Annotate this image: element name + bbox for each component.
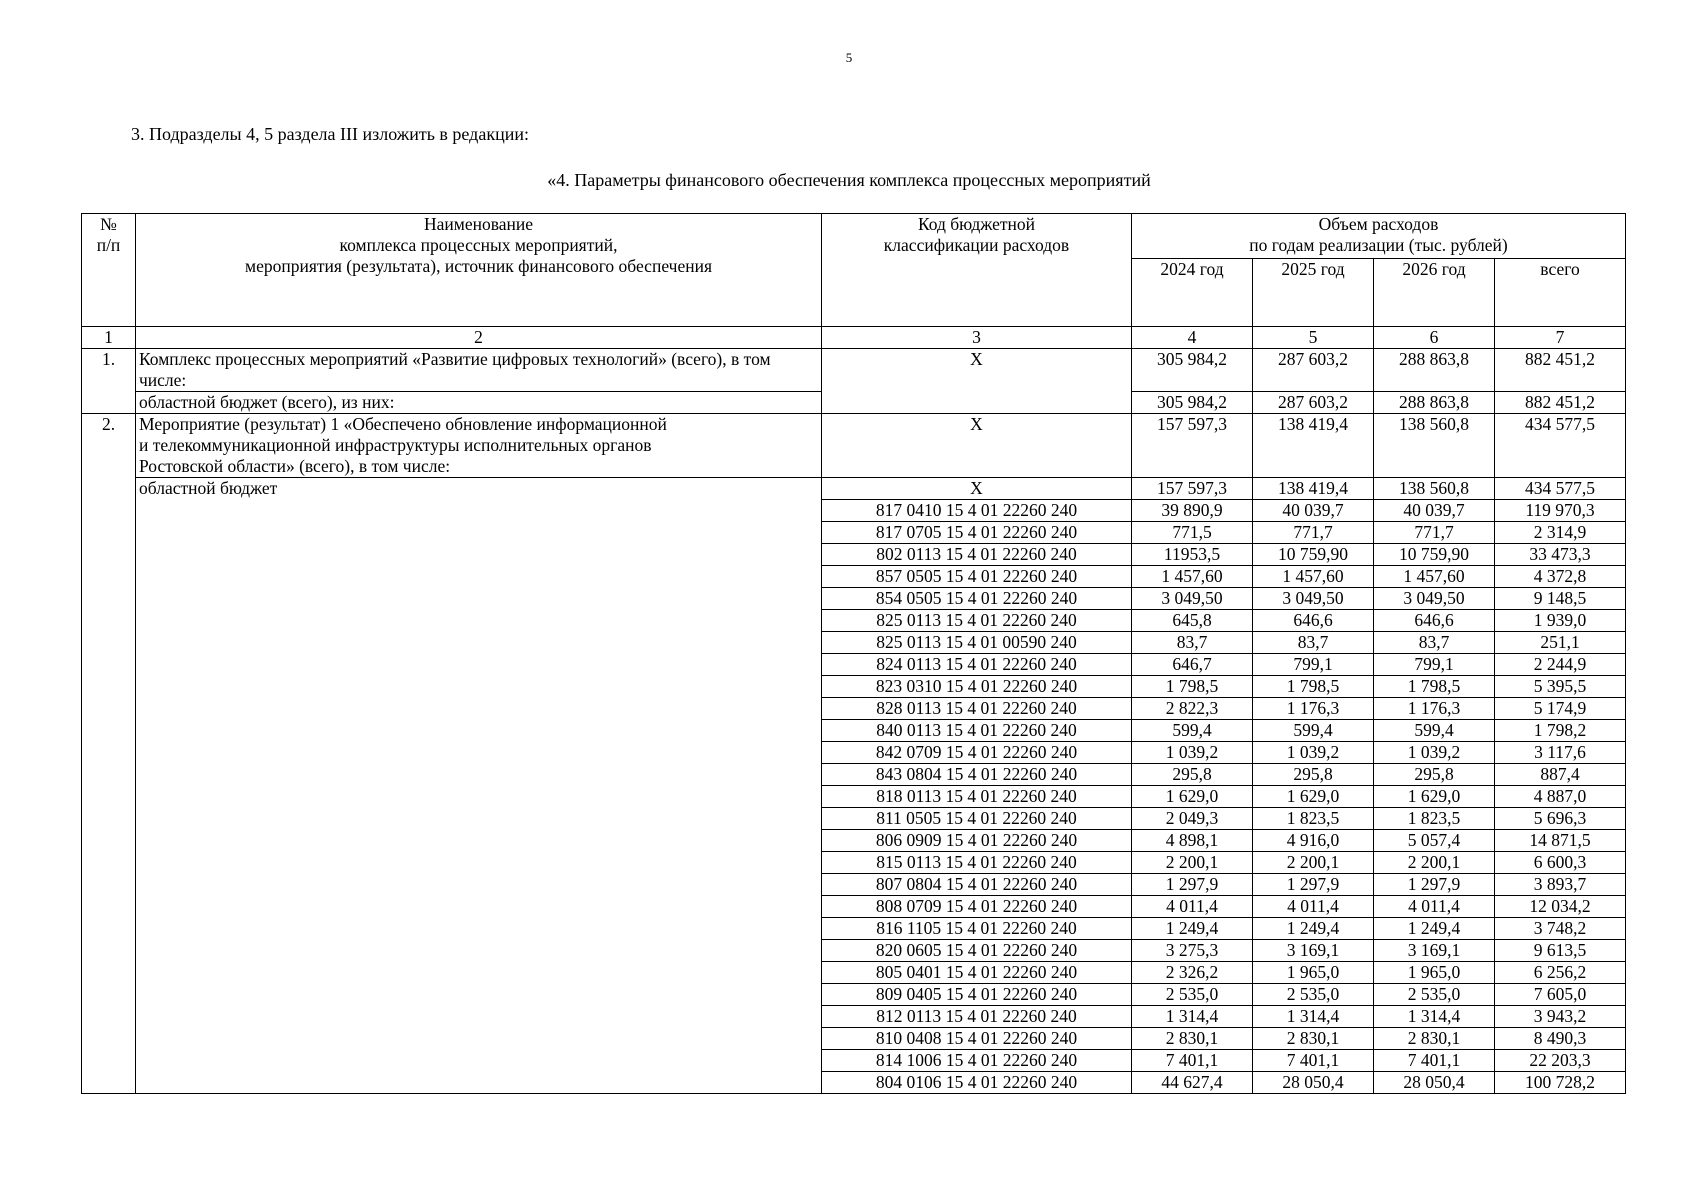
header-name: Наименование комплекса процессных мероприятий, мероприятия (результата), источник финансового обеспечения: [136, 214, 822, 327]
amount-total: 5 696,3: [1495, 808, 1626, 830]
amount-2026: 7 401,1: [1374, 1050, 1495, 1072]
measure-budget-2025: 138 419,4: [1253, 478, 1374, 500]
amount-2026: 2 200,1: [1374, 852, 1495, 874]
column-number: 1: [82, 327, 136, 349]
amount-total: 22 203,3: [1495, 1050, 1626, 1072]
amount-2025: 799,1: [1253, 654, 1374, 676]
amount-total: 9 613,5: [1495, 940, 1626, 962]
amount-2024: 2 326,2: [1132, 962, 1253, 984]
amount-2024: 83,7: [1132, 632, 1253, 654]
complex-budget-total: 882 451,2: [1495, 392, 1626, 414]
amount-2026: 1 965,0: [1374, 962, 1495, 984]
complex-2026: 288 863,8: [1374, 349, 1495, 392]
budget-code: 816 1105 15 4 01 22260 240: [822, 918, 1132, 940]
amount-2026: 3 049,50: [1374, 588, 1495, 610]
measure-code: Х: [822, 414, 1132, 478]
budget-code: 857 0505 15 4 01 22260 240: [822, 566, 1132, 588]
amount-total: 3 117,6: [1495, 742, 1626, 764]
header-row: [82, 214, 1626, 259]
amount-2026: 5 057,4: [1374, 830, 1495, 852]
budget-code: 805 0401 15 4 01 22260 240: [822, 962, 1132, 984]
budget-code: 824 0113 15 4 01 22260 240: [822, 654, 1132, 676]
amount-2025: 3 049,50: [1253, 588, 1374, 610]
amount-2024: 646,7: [1132, 654, 1253, 676]
column-number: 4: [1132, 327, 1253, 349]
amount-2026: 599,4: [1374, 720, 1495, 742]
amount-total: 12 034,2: [1495, 896, 1626, 918]
amount-2024: 1 297,9: [1132, 874, 1253, 896]
financing-table: [81, 213, 1626, 1094]
budget-code: 811 0505 15 4 01 22260 240: [822, 808, 1132, 830]
amount-2025: 2 535,0: [1253, 984, 1374, 1006]
complex-budget-2025: 287 603,2: [1253, 392, 1374, 414]
amount-total: 251,1: [1495, 632, 1626, 654]
amount-2025: 646,6: [1253, 610, 1374, 632]
amount-2026: 83,7: [1374, 632, 1495, 654]
header-code: Код бюджетной классификации расходов: [822, 214, 1132, 327]
complex-row: [82, 349, 1626, 392]
header-year-2024: 2024 год: [1132, 259, 1253, 327]
measure-budget-total: 434 577,5: [1495, 478, 1626, 500]
complex-code: Х: [822, 349, 1132, 414]
amount-2026: 40 039,7: [1374, 500, 1495, 522]
amount-2026: 3 169,1: [1374, 940, 1495, 962]
amount-2026: 1 314,4: [1374, 1006, 1495, 1028]
amount-total: 1 939,0: [1495, 610, 1626, 632]
page-number: 5: [845, 50, 853, 65]
budget-code: 809 0405 15 4 01 22260 240: [822, 984, 1132, 1006]
amount-2025: 1 314,4: [1253, 1006, 1374, 1028]
amount-total: 5 174,9: [1495, 698, 1626, 720]
amount-2026: 1 039,2: [1374, 742, 1495, 764]
amount-total: 7 605,0: [1495, 984, 1626, 1006]
complex-total: 882 451,2: [1495, 349, 1626, 392]
amount-2024: 39 890,9: [1132, 500, 1253, 522]
budget-code: 842 0709 15 4 01 22260 240: [822, 742, 1132, 764]
budget-code: 823 0310 15 4 01 22260 240: [822, 676, 1132, 698]
amount-2024: 1 039,2: [1132, 742, 1253, 764]
measure-total: 434 577,5: [1495, 414, 1626, 478]
amount-2025: 295,8: [1253, 764, 1374, 786]
amount-2026: 1 176,3: [1374, 698, 1495, 720]
amount-2025: 1 176,3: [1253, 698, 1374, 720]
budget-code: 802 0113 15 4 01 22260 240: [822, 544, 1132, 566]
amount-2025: 2 830,1: [1253, 1028, 1374, 1050]
amount-2024: 1 249,4: [1132, 918, 1253, 940]
amount-2024: 7 401,1: [1132, 1050, 1253, 1072]
amount-2026: 1 249,4: [1374, 918, 1495, 940]
amount-total: 119 970,3: [1495, 500, 1626, 522]
amount-2026: 2 535,0: [1374, 984, 1495, 1006]
amount-2026: 1 823,5: [1374, 808, 1495, 830]
amount-2026: 799,1: [1374, 654, 1495, 676]
amount-2026: 1 798,5: [1374, 676, 1495, 698]
header-year-2026: 2026 год: [1374, 259, 1495, 327]
amount-total: 33 473,3: [1495, 544, 1626, 566]
amount-2026: 1 297,9: [1374, 874, 1495, 896]
amount-2025: 1 629,0: [1253, 786, 1374, 808]
amount-2025: 771,7: [1253, 522, 1374, 544]
amount-total: 3 748,2: [1495, 918, 1626, 940]
amount-2025: 28 050,4: [1253, 1072, 1374, 1094]
amount-total: 5 395,5: [1495, 676, 1626, 698]
amount-2025: 2 200,1: [1253, 852, 1374, 874]
amount-total: 9 148,5: [1495, 588, 1626, 610]
header-total: всего: [1495, 259, 1626, 327]
column-number: 2: [136, 327, 822, 349]
amount-2024: 2 822,3: [1132, 698, 1253, 720]
complex-budget-name: областной бюджет (всего), из них:: [136, 392, 822, 414]
amount-2025: 1 039,2: [1253, 742, 1374, 764]
budget-code: 810 0408 15 4 01 22260 240: [822, 1028, 1132, 1050]
section-title: «4. Параметры финансового обеспечения комплекса процессных мероприятий: [547, 170, 1151, 190]
measure-name: Мероприятие (результат) 1 «Обеспечено обновление информационной и телекоммуникационной инфраструктуры исполнительных органов Ростовской области» (всего), в том числе:: [136, 414, 822, 478]
amount-2024: 4 011,4: [1132, 896, 1253, 918]
amount-2024: 44 627,4: [1132, 1072, 1253, 1094]
complex-2024: 305 984,2: [1132, 349, 1253, 392]
measure-budget-2024: 157 597,3: [1132, 478, 1253, 500]
amount-total: 3 943,2: [1495, 1006, 1626, 1028]
column-number: 6: [1374, 327, 1495, 349]
measure-row: [82, 414, 1626, 478]
budget-code: 806 0909 15 4 01 22260 240: [822, 830, 1132, 852]
amount-2026: 28 050,4: [1374, 1072, 1495, 1094]
amount-total: 100 728,2: [1495, 1072, 1626, 1094]
amount-2024: 2 830,1: [1132, 1028, 1253, 1050]
complex-budget-2026: 288 863,8: [1374, 392, 1495, 414]
amount-2024: 1 314,4: [1132, 1006, 1253, 1028]
measure-budget-name: областной бюджет: [136, 478, 822, 1094]
amount-total: 3 893,7: [1495, 874, 1626, 896]
column-number: 7: [1495, 327, 1626, 349]
budget-code: 825 0113 15 4 01 00590 240: [822, 632, 1132, 654]
budget-code: 817 0705 15 4 01 22260 240: [822, 522, 1132, 544]
amount-total: 887,4: [1495, 764, 1626, 786]
amount-2024: 3 275,3: [1132, 940, 1253, 962]
budget-code: 854 0505 15 4 01 22260 240: [822, 588, 1132, 610]
amount-2026: 771,7: [1374, 522, 1495, 544]
amount-2025: 83,7: [1253, 632, 1374, 654]
budget-code: 814 1006 15 4 01 22260 240: [822, 1050, 1132, 1072]
amount-2026: 2 830,1: [1374, 1028, 1495, 1050]
row-number: 2.: [82, 414, 136, 1094]
amount-2025: 4 916,0: [1253, 830, 1374, 852]
budget-code: 828 0113 15 4 01 22260 240: [822, 698, 1132, 720]
amount-2025: 1 798,5: [1253, 676, 1374, 698]
amount-2025: 1 457,60: [1253, 566, 1374, 588]
budget-code: 812 0113 15 4 01 22260 240: [822, 1006, 1132, 1028]
amount-2025: 1 249,4: [1253, 918, 1374, 940]
amount-2025: 1 823,5: [1253, 808, 1374, 830]
amount-2025: 3 169,1: [1253, 940, 1374, 962]
measure-2026: 138 560,8: [1374, 414, 1495, 478]
amount-total: 2 244,9: [1495, 654, 1626, 676]
budget-code: 825 0113 15 4 01 22260 240: [822, 610, 1132, 632]
complex-name: Комплекс процессных мероприятий «Развитие цифровых технологий» (всего), в том числе:: [136, 349, 822, 392]
amount-total: 6 600,3: [1495, 852, 1626, 874]
amount-2024: 295,8: [1132, 764, 1253, 786]
column-number: 3: [822, 327, 1132, 349]
budget-code: 804 0106 15 4 01 22260 240: [822, 1072, 1132, 1094]
amount-total: 6 256,2: [1495, 962, 1626, 984]
amount-2024: 771,5: [1132, 522, 1253, 544]
amount-2025: 7 401,1: [1253, 1050, 1374, 1072]
amount-total: 8 490,3: [1495, 1028, 1626, 1050]
budget-code: 808 0709 15 4 01 22260 240: [822, 896, 1132, 918]
column-number: 5: [1253, 327, 1374, 349]
budget-code: 807 0804 15 4 01 22260 240: [822, 874, 1132, 896]
complex-2025: 287 603,2: [1253, 349, 1374, 392]
amount-2025: 1 965,0: [1253, 962, 1374, 984]
measure-budget-row: [82, 478, 1626, 500]
amount-2025: 599,4: [1253, 720, 1374, 742]
amount-2025: 4 011,4: [1253, 896, 1374, 918]
amount-2024: 3 049,50: [1132, 588, 1253, 610]
amount-2025: 10 759,90: [1253, 544, 1374, 566]
header-num: № п/п: [82, 214, 136, 327]
amount-total: 4 887,0: [1495, 786, 1626, 808]
amount-2026: 4 011,4: [1374, 896, 1495, 918]
measure-2025: 138 419,4: [1253, 414, 1374, 478]
measure-budget-code: Х: [822, 478, 1132, 500]
measure-budget-2026: 138 560,8: [1374, 478, 1495, 500]
amount-2025: 1 297,9: [1253, 874, 1374, 896]
amount-2024: 2 049,3: [1132, 808, 1253, 830]
amount-2024: 599,4: [1132, 720, 1253, 742]
amount-2024: 1 798,5: [1132, 676, 1253, 698]
complex-budget-2024: 305 984,2: [1132, 392, 1253, 414]
budget-code: 818 0113 15 4 01 22260 240: [822, 786, 1132, 808]
amount-2024: 4 898,1: [1132, 830, 1253, 852]
amount-total: 1 798,2: [1495, 720, 1626, 742]
amount-2026: 10 759,90: [1374, 544, 1495, 566]
amount-total: 2 314,9: [1495, 522, 1626, 544]
amount-2024: 645,8: [1132, 610, 1253, 632]
amount-2026: 295,8: [1374, 764, 1495, 786]
amount-2024: 2 200,1: [1132, 852, 1253, 874]
amount-2026: 1 457,60: [1374, 566, 1495, 588]
header-year-2025: 2025 год: [1253, 259, 1374, 327]
amount-2025: 40 039,7: [1253, 500, 1374, 522]
header-volume: Объем расходов по годам реализации (тыс. рублей): [1132, 214, 1626, 259]
amount-2024: 11953,5: [1132, 544, 1253, 566]
row-number: 1.: [82, 349, 136, 414]
budget-code: 840 0113 15 4 01 22260 240: [822, 720, 1132, 742]
budget-code: 817 0410 15 4 01 22260 240: [822, 500, 1132, 522]
budget-code: 843 0804 15 4 01 22260 240: [822, 764, 1132, 786]
measure-2024: 157 597,3: [1132, 414, 1253, 478]
budget-code: 815 0113 15 4 01 22260 240: [822, 852, 1132, 874]
amount-2024: 2 535,0: [1132, 984, 1253, 1006]
amount-total: 4 372,8: [1495, 566, 1626, 588]
column-number-row: [82, 327, 1626, 349]
amount-2024: 1 629,0: [1132, 786, 1253, 808]
amount-2026: 1 629,0: [1374, 786, 1495, 808]
intro-paragraph: 3. Подразделы 4, 5 раздела III изложить в редакции:: [131, 124, 529, 144]
amount-total: 14 871,5: [1495, 830, 1626, 852]
amount-2024: 1 457,60: [1132, 566, 1253, 588]
amount-2026: 646,6: [1374, 610, 1495, 632]
budget-code: 820 0605 15 4 01 22260 240: [822, 940, 1132, 962]
